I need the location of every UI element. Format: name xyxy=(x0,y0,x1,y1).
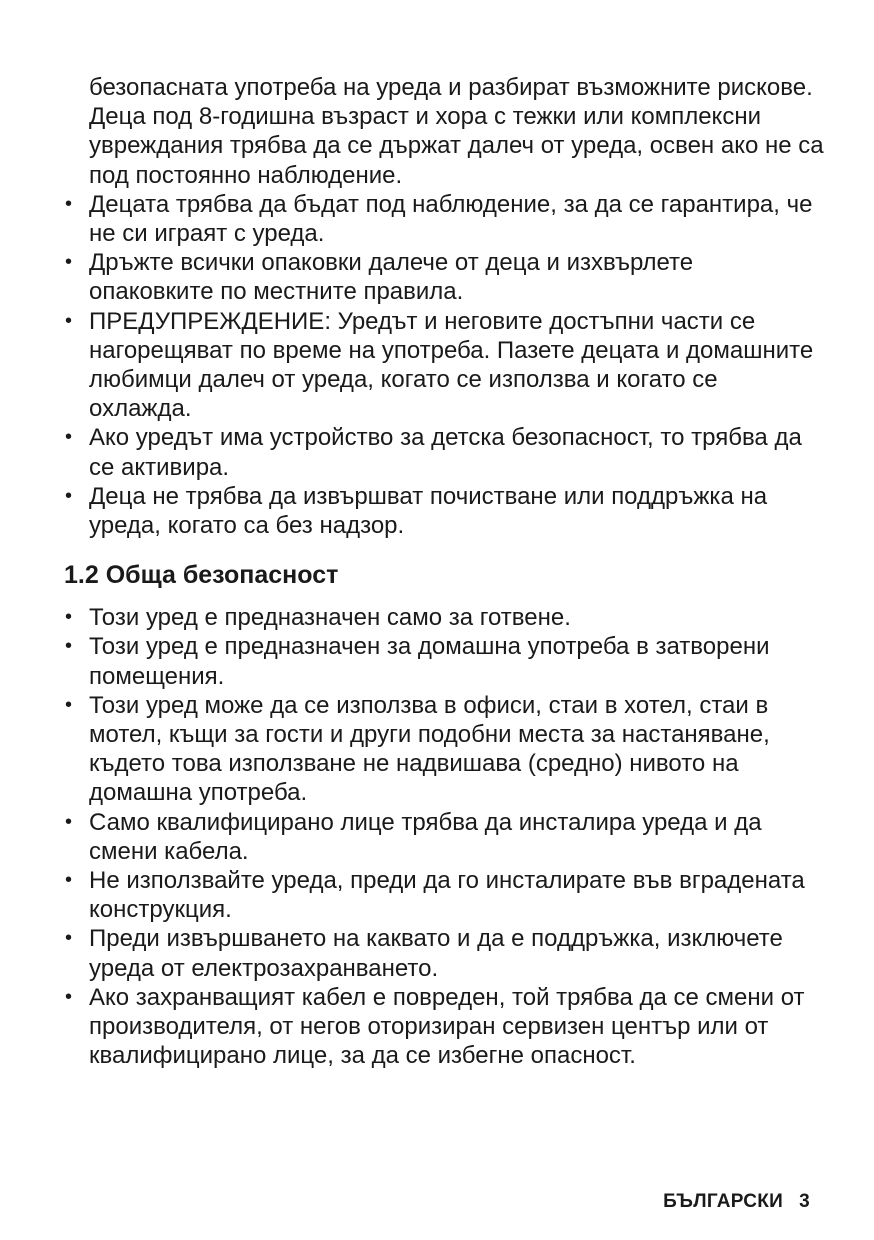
list-item-text: Само квалифицирано лице трябва да инсталира уреда и да смени кабела. xyxy=(89,808,762,865)
footer-language: БЪЛГАРСКИ xyxy=(663,1191,784,1212)
list-item xyxy=(64,924,824,982)
bullet-icon: • xyxy=(65,869,73,892)
list-item-text: ПРЕДУПРЕЖДЕНИЕ: Уредът и неговите достъпни части се нагорещяват по време на употреба. Пазете децата и домашните любимци далеч от уреда, когато се използва и когато се охлажда. xyxy=(89,307,814,423)
bullet-icon: • xyxy=(65,810,73,833)
list-item xyxy=(64,248,824,306)
list-item xyxy=(64,482,824,540)
child-safety-list xyxy=(64,190,824,540)
list-item-text: Деца не трябва да извършват почистване или поддръжка на уреда, когато са без надзор. xyxy=(89,482,768,540)
list-item xyxy=(64,307,824,424)
bullet-icon: • xyxy=(65,484,73,507)
list-item xyxy=(64,691,824,808)
bullet-icon: • xyxy=(65,426,73,449)
document-body xyxy=(64,73,824,1071)
page-number: 3 xyxy=(799,1191,810,1212)
list-item-text: Този уред може да се използва в офиси, стаи в хотел, стаи в мотел, къщи за гости и други подобни места за настаняване, където това използване не надвишава (средно) нивото на домашна употреба. xyxy=(89,691,770,807)
list-item-text: Децата трябва да бъдат под наблюдение, за да се гарантира, че не си играят с уреда. xyxy=(89,190,813,248)
bullet-icon: • xyxy=(65,251,73,274)
list-item xyxy=(64,423,824,481)
bullet-icon: • xyxy=(65,693,73,716)
list-item-text: Ако уредът има устройство за детска безопасност, то трябва да се активира. xyxy=(89,424,802,481)
list-item-text: Не използвайте уреда, преди да го инсталирате във вградената конструкция. xyxy=(89,867,805,924)
list-item-text: Този уред е предназначен за домашна употреба в затворени помещения. xyxy=(89,633,770,690)
continuation-paragraph: безопасната употреба на уреда и разбират възможните рискове. Деца под 8-годишна възраст и хора с тежки или комплексни увреждания трябва да се държат далеч от уреда, освен ако не са под постоянно наблюдение. xyxy=(89,74,824,189)
list-item xyxy=(64,983,824,1071)
list-item xyxy=(64,808,824,866)
list-item-text: Преди извършването на каквато и да е поддръжка, изключете уреда от електрозахранването. xyxy=(89,925,783,982)
page-footer xyxy=(600,1191,810,1213)
list-item xyxy=(64,190,824,248)
list-item-text: Дръжте всички опаковки далече от деца и изхвърлете опаковките по местните правила. xyxy=(89,249,694,306)
section-heading-general-safety: 1.2 Обща безопасност xyxy=(64,561,339,590)
bullet-icon: • xyxy=(65,192,73,215)
list-item xyxy=(64,603,824,632)
bullet-icon: • xyxy=(65,606,73,629)
list-item xyxy=(64,632,824,690)
bullet-icon: • xyxy=(65,927,73,950)
list-item-text: Този уред е предназначен само за готвене. xyxy=(89,604,571,632)
list-item-text: Ако захранващият кабел е повреден, той трябва да се смени от производителя, от негов оторизиран сервизен център или от квалифицирано лице, за да се избегне опасност. xyxy=(89,983,805,1070)
bullet-icon: • xyxy=(65,985,73,1008)
list-item xyxy=(64,866,824,924)
general-safety-list xyxy=(64,603,824,1070)
bullet-icon: • xyxy=(65,309,73,332)
bullet-icon: • xyxy=(65,635,73,658)
